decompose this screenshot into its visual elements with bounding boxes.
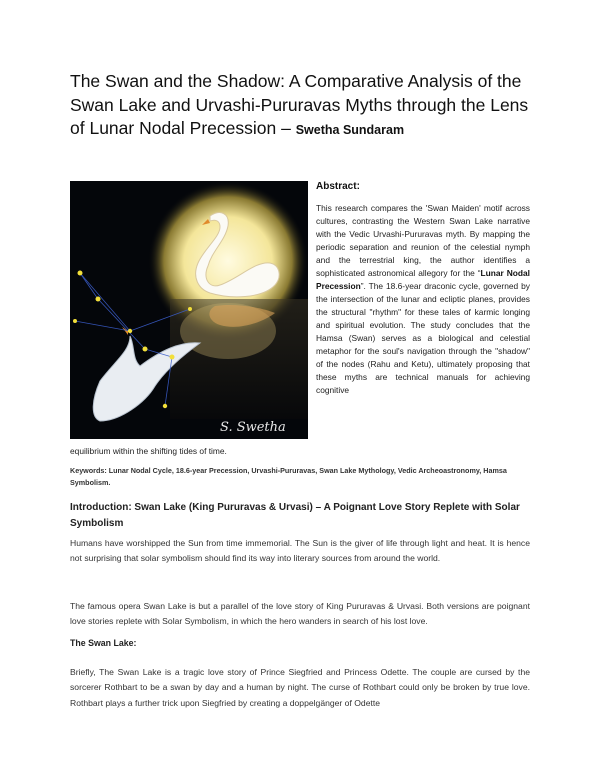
abstract-bold-term: Lunar Nodal Precession bbox=[316, 268, 531, 291]
intro-heading: Introduction: Swan Lake (King Pururavas & Urvasi) – A Poignant Love Story Replete with Solar Symbolism bbox=[70, 502, 520, 529]
abstract-heading: Abstract: bbox=[316, 181, 360, 192]
abstract-text bbox=[316, 202, 530, 397]
artist-signature: S. Swetha bbox=[220, 420, 286, 435]
illustration-svg bbox=[70, 181, 308, 439]
swan-moon-illustration bbox=[70, 181, 308, 439]
paper-title bbox=[70, 70, 540, 143]
abstract-tail: equilibrium within the shifting tides of time. bbox=[70, 446, 227, 456]
swan-lake-paragraph: Briefly, The Swan Lake is a tragic love story of Prince Siegfried and Princess Odette. The couple are cursed by the sorcerer Rothbart to be a swan by day and a human by night. The curse of Rothbart could only be broken by true love. Rothbart plays a further trick upon Siegfried by creating a doppelgänger of Odette bbox=[70, 667, 530, 708]
title-text: The Swan and the Shadow: A Comparative Analysis of the Swan Lake and Urvashi-Pururavas Myths through the Lens of Lunar Nodal Precession – bbox=[70, 71, 529, 138]
author-name: Swetha Sundaram bbox=[295, 123, 405, 137]
swan-lake-subheading: The Swan Lake: bbox=[70, 638, 137, 648]
intro-paragraph-1: Humans have worshipped the Sun from time immemorial. The Sun is the giver of life through light and heat. It is hence not surprising that solar symbolism should find its way into literary sources from around the world. bbox=[70, 538, 530, 564]
keywords: Keywords: Lunar Nodal Cycle, 18.6-year Precession, Urvashi-Pururavas, Swan Lake Mythology, Vedic Archeoastronomy, Hamsa Symbolism. bbox=[70, 466, 507, 487]
abstract-part2: ”. The 18.6-year draconic cycle, governed by the intersection of the lunar and ecliptic planes, provides the structural "rhythm" for these tales of karmic longing and spiritual evolution. The study concludes that the Hamsa (Swan) serves as a biological and celestial metaphor for the soul's navigation through the "shadow" of the nodes (Rahu and Ketu), ultimately proposing that these myths are technical manuals for achieving cognitive bbox=[316, 281, 530, 395]
intro-paragraph-2: The famous opera Swan Lake is but a parallel of the love story of King Pururavas & Urvasi. Both versions are poignant love stories replete with Solar Symbolism, in which the hero wanders in search of his lost love. bbox=[70, 601, 530, 627]
abstract-part1: This research compares the 'Swan Maiden' motif across cultures, contrasting the Western Swan Lake narrative with the Vedic Urvashi-Pururavas myth. By mapping the periodic separation and reunion of the celestial nymph and the terrestrial king, the author identifies a sophisticated astronomical allegory for the “ bbox=[316, 203, 530, 278]
